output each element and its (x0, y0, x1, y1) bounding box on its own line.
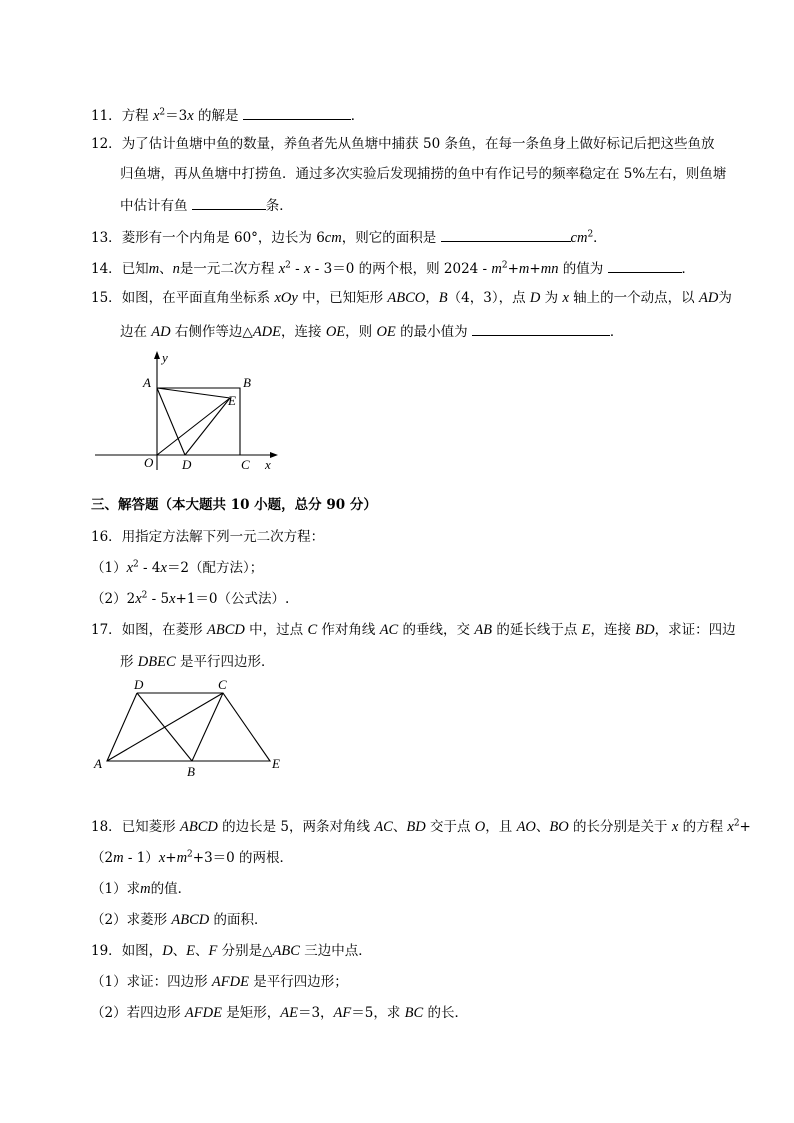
rhombus-and-extension (107, 693, 270, 761)
label-a: A (143, 375, 151, 390)
q16-stem: 16．用指定方法解下列一元二次方程： (91, 529, 325, 545)
q12-line3: 中估计有鱼 条． (120, 194, 293, 216)
label-a: A (94, 756, 102, 771)
q15-line1: 15．如图，在平面直角坐标系 xOy 中，已知矩形 ABCO，B（4，3），点 D 为 x 轴上的一个动点，以 AD为 (91, 290, 732, 306)
label-b: B (187, 764, 195, 779)
label-y: y (162, 350, 168, 365)
q19-part2: （2）若四边形 AFDE 是矩形，AE＝3，AF＝5，求 BC 的长． (91, 1005, 468, 1021)
label-e: E (228, 393, 236, 408)
q15-line2: 边在 AD 右侧作等边△ADE，连接 OE，则 OE 的最小值为 ． (120, 320, 623, 342)
diagonal-bd (137, 693, 192, 761)
q13: 13．菱形有一个内角是 60°，边长为 6cm，则它的面积是 $cm^2$． (91, 226, 607, 248)
q17-figure (90, 676, 290, 781)
label-c: C (218, 677, 227, 692)
q15-figure (90, 345, 290, 475)
q14: 14．已知m、n是一元二次方程 $x^2 - x - 3=0$ 的两个根，则 $2024 - m^2+m+mn$ 的值为 ． (91, 257, 695, 279)
y-arrow-icon (154, 351, 160, 359)
answer-blank[interactable] (472, 320, 610, 336)
q18-line1: 18．已知菱形 ABCD 的边长是 5，两条对角线 AC、BD 交于点 O，且 AO、BO 的长分别是关于 x 的方程 $x^2+$ (91, 818, 751, 835)
segment-bc (192, 693, 223, 761)
label-e: E (272, 756, 280, 771)
q12-line2: 归鱼塘，再从鱼塘中打捞鱼．通过多次实验后发现捕捞的鱼中有作记号的频率稳定在 5%左右，则鱼塘 (120, 166, 727, 182)
q16-part2: $(2)2x^2 - 5x+1=0$（公式法）. (91, 590, 290, 607)
section-heading: 三、解答题（本大题共 10 小题，总分 90 分） (91, 497, 377, 513)
q18-line2: $(2m - 1)x+m^2+3=0$ 的两根． (91, 849, 294, 866)
answer-blank[interactable] (192, 194, 266, 210)
segment-oe (157, 398, 230, 455)
q18-part2: （2）求菱形 ABCD 的面积． (91, 912, 268, 928)
q17-line1: 17．如图，在菱形 ABCD 中，过点 C 作对角线 AC 的垂线，交 AB 的延长线于点 E，连接 BD，求证：四边 (91, 622, 736, 638)
q17-line2: 形 DBEC 是平行四边形． (120, 654, 275, 670)
q16-part1: $(1)x^2 - 4x=2$（配方法）； (91, 559, 264, 576)
label-c: C (241, 457, 250, 472)
answer-blank[interactable] (608, 257, 682, 273)
q19-line1: 19．如图，D、E、F 分别是△ABC 三边中点． (91, 943, 372, 959)
q18-part1: （1）求m的值． (91, 881, 192, 897)
answer-blank[interactable] (441, 226, 571, 242)
label-d: D (134, 677, 144, 692)
label-d: D (182, 457, 192, 472)
q11: 11．方程 $x^2=3x$ 的解是 ． (91, 104, 364, 126)
q12-line1: 12．为了估计鱼塘中鱼的数量，养鱼者先从鱼塘中捕获 50 条鱼，在每一条鱼身上做好标记后把这些鱼放 (91, 136, 715, 152)
segment-ae (157, 388, 230, 398)
q19-part1: （1）求证：四边形 AFDE 是平行四边形； (91, 974, 348, 990)
segment-de (185, 398, 230, 455)
label-x: x (265, 457, 271, 472)
segment-ad (157, 388, 185, 455)
answer-blank[interactable] (243, 104, 351, 120)
x-arrow-icon (270, 452, 278, 458)
label-o: O (144, 455, 154, 470)
label-b: B (243, 375, 251, 390)
